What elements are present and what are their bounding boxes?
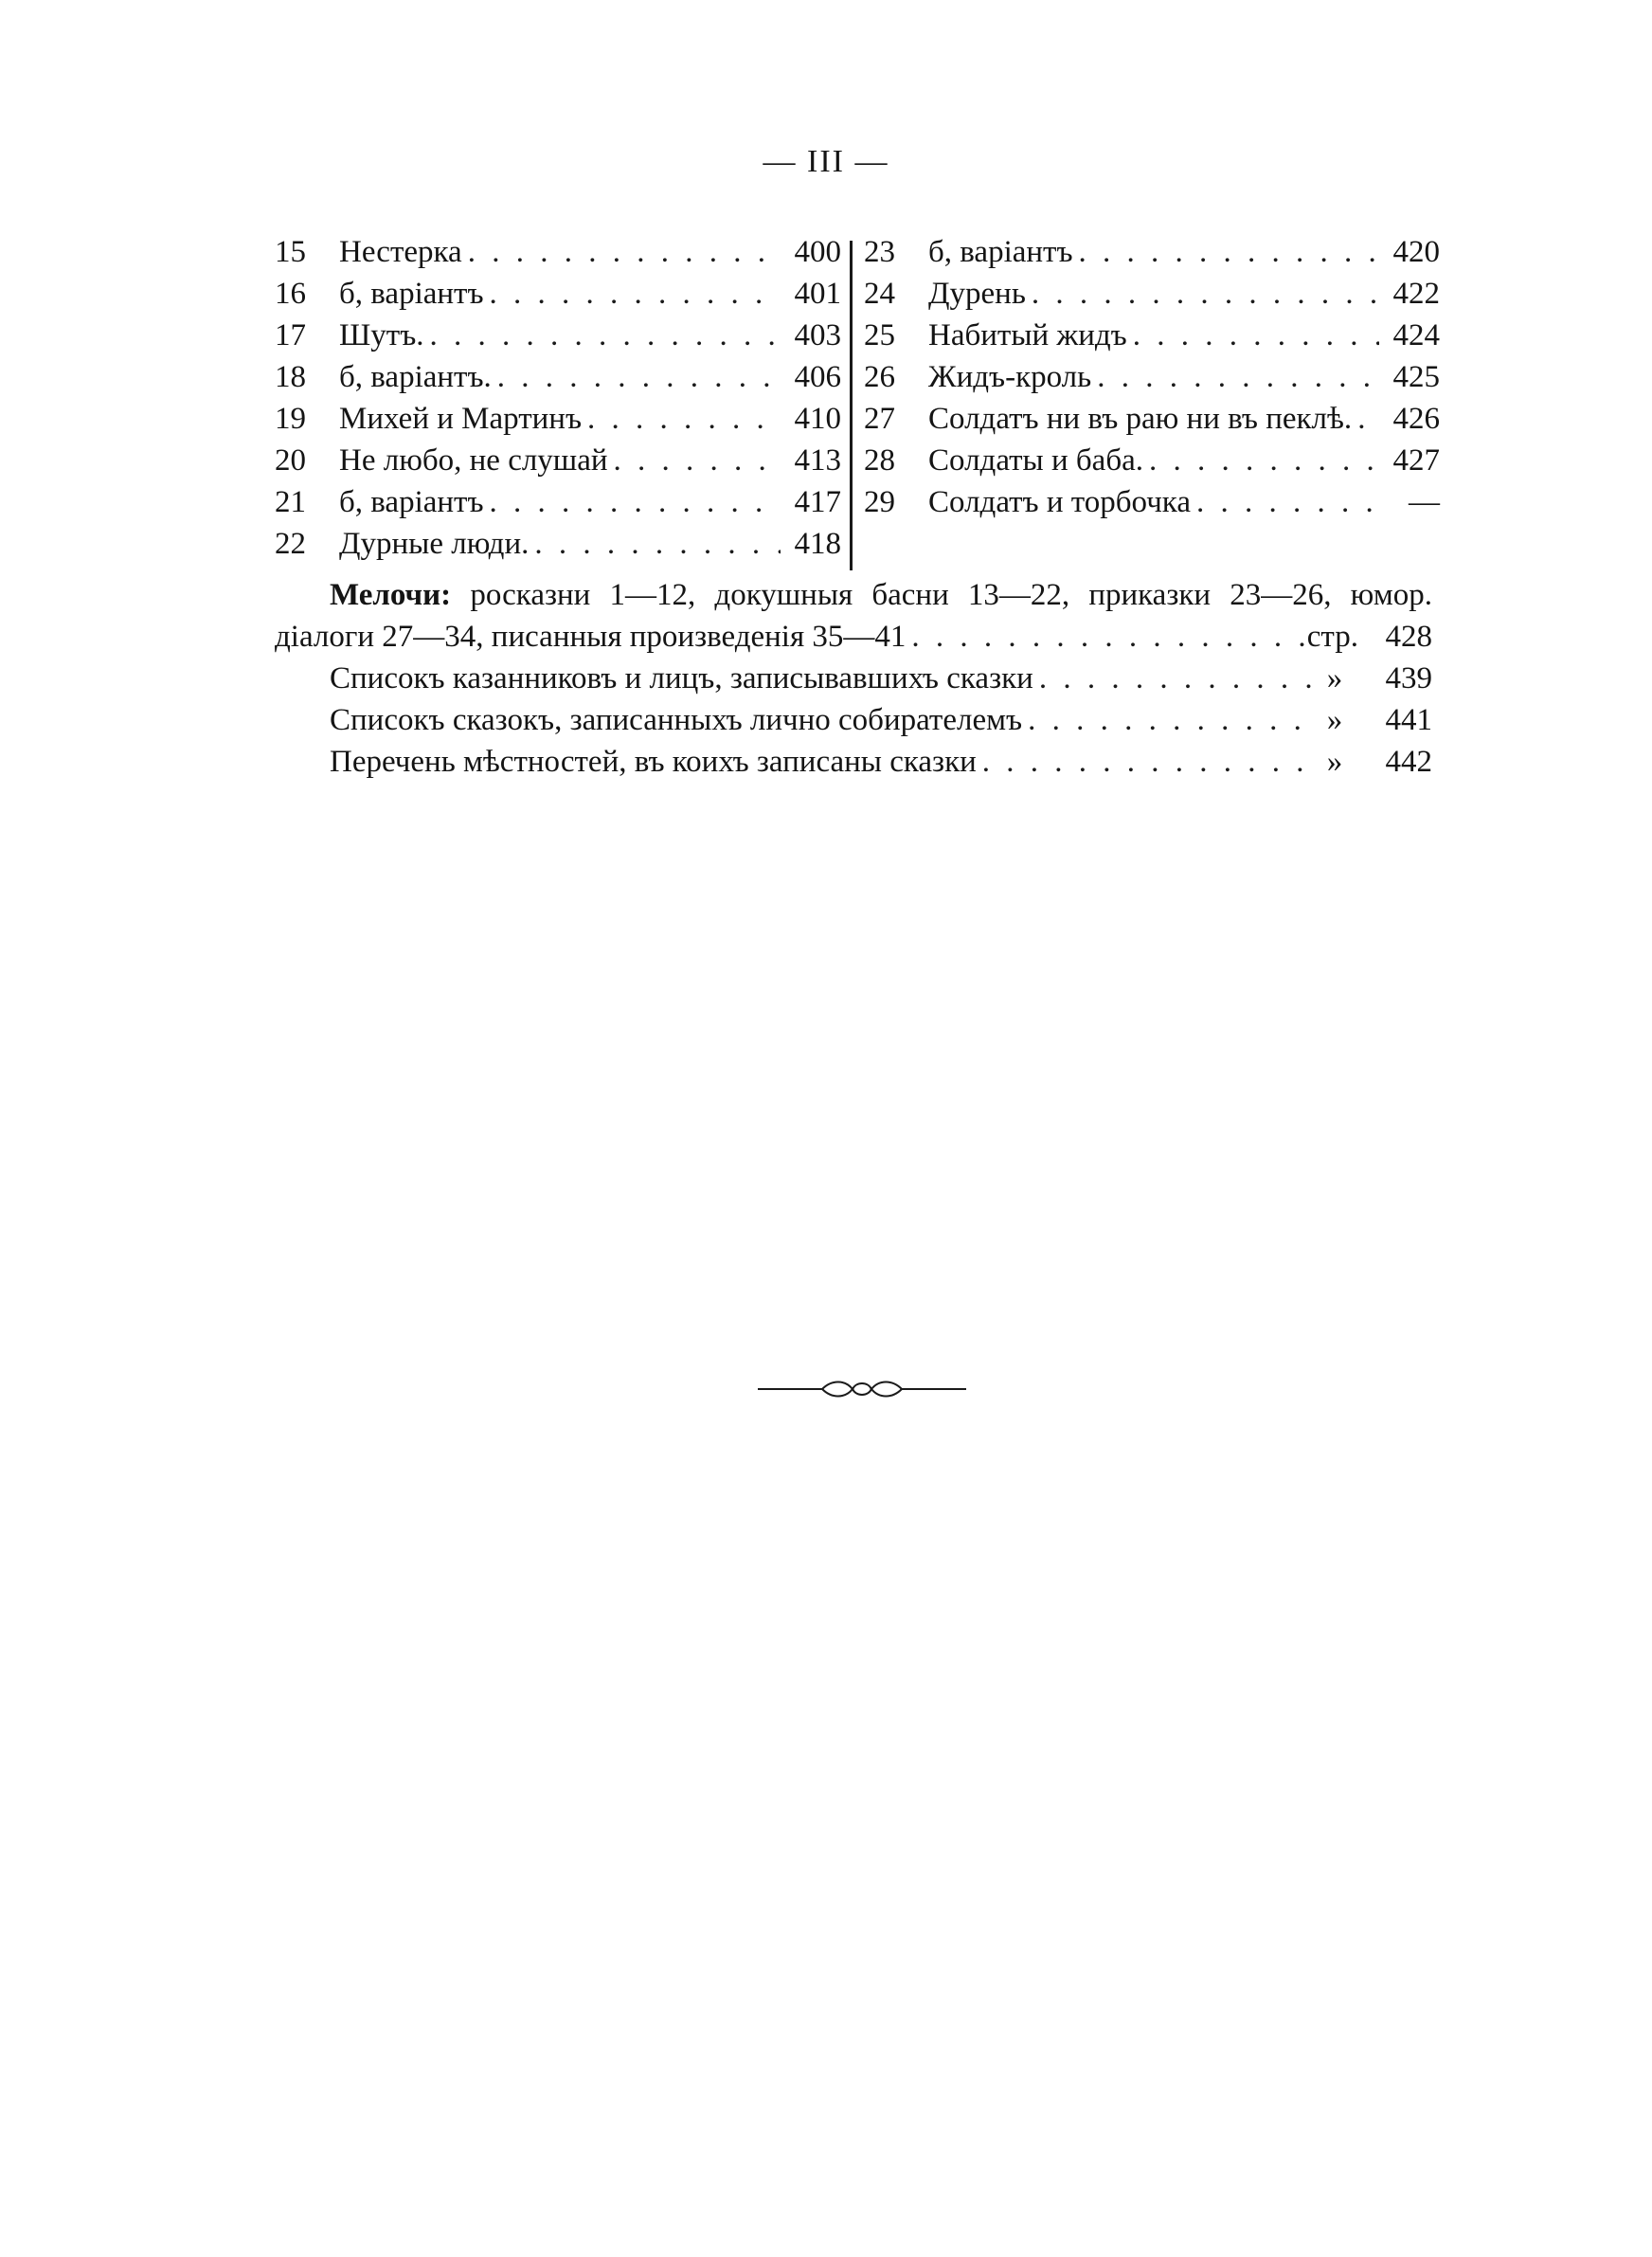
toc-columns — [275, 235, 1440, 576]
toc-entry — [275, 277, 841, 318]
toc-entry-title: б, варіантъ — [928, 235, 1073, 269]
toc-entry-number: 24 — [864, 277, 895, 311]
leader-dots — [529, 527, 781, 562]
misc-line-2 — [275, 616, 1432, 658]
leader-dots — [1352, 402, 1379, 437]
toc-entry-number: 15 — [275, 235, 306, 269]
toc-entry-title: Нестерка — [339, 235, 462, 269]
appendix-list-title: Списокъ сказокъ, записанныхъ лично собирателемъ — [330, 703, 1023, 737]
toc-entry-title: Дурень — [928, 277, 1026, 311]
toc-left-column — [275, 235, 841, 569]
misc-page-number: 428 — [1385, 620, 1432, 654]
toc-entry-number: 18 — [275, 360, 306, 394]
toc-right-column — [864, 235, 1440, 527]
leader-dots — [462, 235, 781, 270]
toc-entry-title: Дурные люди. — [339, 527, 530, 561]
ditto-mark: » — [1326, 661, 1343, 695]
leader-dots — [1143, 443, 1379, 478]
misc-line-1 — [275, 574, 1432, 616]
toc-entry-number: 23 — [864, 235, 895, 269]
toc-entry — [864, 277, 1440, 318]
toc-entry-title: Солдатъ ни въ раю ни въ пеклѣ. — [928, 402, 1353, 436]
toc-entry-number: 17 — [275, 318, 306, 352]
toc-entry-number: 26 — [864, 360, 895, 394]
appendix-list-title: Списокъ казанниковъ и лицъ, записывавшихъ сказки — [330, 661, 1033, 695]
toc-entry-title: б, варіантъ — [339, 485, 484, 519]
toc-entry-number: 21 — [275, 485, 306, 519]
leader-dots — [1022, 699, 1311, 741]
toc-entry — [864, 360, 1440, 402]
toc-entry-page: 425 — [1392, 360, 1440, 394]
toc-entry-page: 418 — [794, 527, 841, 561]
toc-entry — [275, 485, 841, 527]
toc-entry-number: 29 — [864, 485, 895, 519]
toc-entry-page: 426 — [1392, 402, 1440, 436]
toc-entry-number: 25 — [864, 318, 895, 352]
toc-entry-page: 424 — [1392, 318, 1440, 352]
toc-entry — [275, 235, 841, 277]
misc-section — [275, 574, 1432, 783]
toc-entry-page: 413 — [794, 443, 841, 478]
toc-entry-page: 410 — [794, 402, 841, 436]
leader-dots — [582, 402, 781, 437]
leader-dots — [906, 616, 1306, 658]
leader-dots — [608, 443, 781, 478]
toc-entry — [864, 485, 1440, 527]
toc-entry — [864, 235, 1440, 277]
toc-entry — [864, 402, 1440, 443]
toc-entry-page: 406 — [794, 360, 841, 394]
toc-entry-title: Набитый жидъ — [928, 318, 1127, 352]
leader-dots — [1073, 235, 1379, 270]
leader-dots — [1033, 658, 1311, 699]
toc-entry — [275, 360, 841, 402]
appendix-list-page: 441 — [1385, 703, 1432, 737]
appendix-list-page: 439 — [1385, 661, 1432, 695]
toc-entry — [275, 402, 841, 443]
toc-entry-title: б, варіантъ — [339, 277, 484, 311]
leader-dots — [1127, 318, 1379, 353]
appendix-lists — [275, 658, 1432, 783]
misc-page-prefix: стр. — [1306, 620, 1358, 654]
toc-entry-number: 20 — [275, 443, 306, 478]
leader-dots — [1091, 360, 1379, 395]
toc-entry-page: 422 — [1392, 277, 1440, 311]
ornament-divider — [758, 1372, 966, 1406]
toc-entry-title: Шутъ. — [339, 318, 424, 352]
toc-entry-page: 417 — [794, 485, 841, 519]
toc-entry-number: 22 — [275, 527, 306, 561]
toc-entry-title: Жидъ-кроль — [928, 360, 1092, 394]
toc-entry-page: — — [1409, 485, 1440, 519]
toc-entry-page: 427 — [1392, 443, 1440, 478]
misc-line-1-text: росказни 1—12, докушныя басни 13—22, приказки 23—26, юмор. — [470, 578, 1432, 612]
appendix-list-page: 442 — [1385, 745, 1432, 779]
toc-entry-page: 420 — [1392, 235, 1440, 269]
toc-entry — [275, 318, 841, 360]
page-number: — III — — [763, 144, 889, 179]
toc-entry-number: 16 — [275, 277, 306, 311]
leader-dots — [484, 485, 781, 520]
column-divider — [850, 241, 853, 570]
leader-dots — [1191, 485, 1379, 520]
toc-entry-title: б, варіантъ. — [339, 360, 492, 394]
ditto-mark: » — [1326, 745, 1343, 779]
toc-entry-number: 19 — [275, 402, 306, 436]
toc-entry-title: Михей и Мартинъ — [339, 402, 583, 436]
toc-entry — [864, 318, 1440, 360]
leader-dots — [484, 277, 781, 312]
appendix-list-entry — [275, 658, 1432, 699]
toc-entry-number: 27 — [864, 402, 895, 436]
leader-dots — [424, 318, 781, 353]
misc-heading: Мелочи: — [330, 578, 452, 612]
toc-entry-page: 400 — [794, 235, 841, 269]
toc-entry — [275, 527, 841, 569]
toc-entry — [864, 443, 1440, 485]
misc-line-2-text: діалоги 27—34, писанныя произведенія 35—41 — [275, 620, 907, 654]
appendix-list-entry — [275, 699, 1432, 741]
toc-entry-title: Солдаты и баба. — [928, 443, 1144, 478]
leader-dots — [977, 741, 1311, 783]
toc-entry — [275, 443, 841, 485]
ditto-mark: » — [1326, 703, 1343, 737]
appendix-list-title: Перечень мѣстностей, въ коихъ записаны сказки — [330, 745, 977, 779]
leader-dots — [492, 360, 781, 395]
leader-dots — [1026, 277, 1379, 312]
toc-entry-title: Не любо, не слушай — [339, 443, 608, 478]
toc-entry-page: 403 — [794, 318, 841, 352]
toc-entry-page: 401 — [794, 277, 841, 311]
toc-entry-number: 28 — [864, 443, 895, 478]
toc-entry-title: Солдатъ и торбочка — [928, 485, 1191, 519]
appendix-list-entry — [275, 741, 1432, 783]
